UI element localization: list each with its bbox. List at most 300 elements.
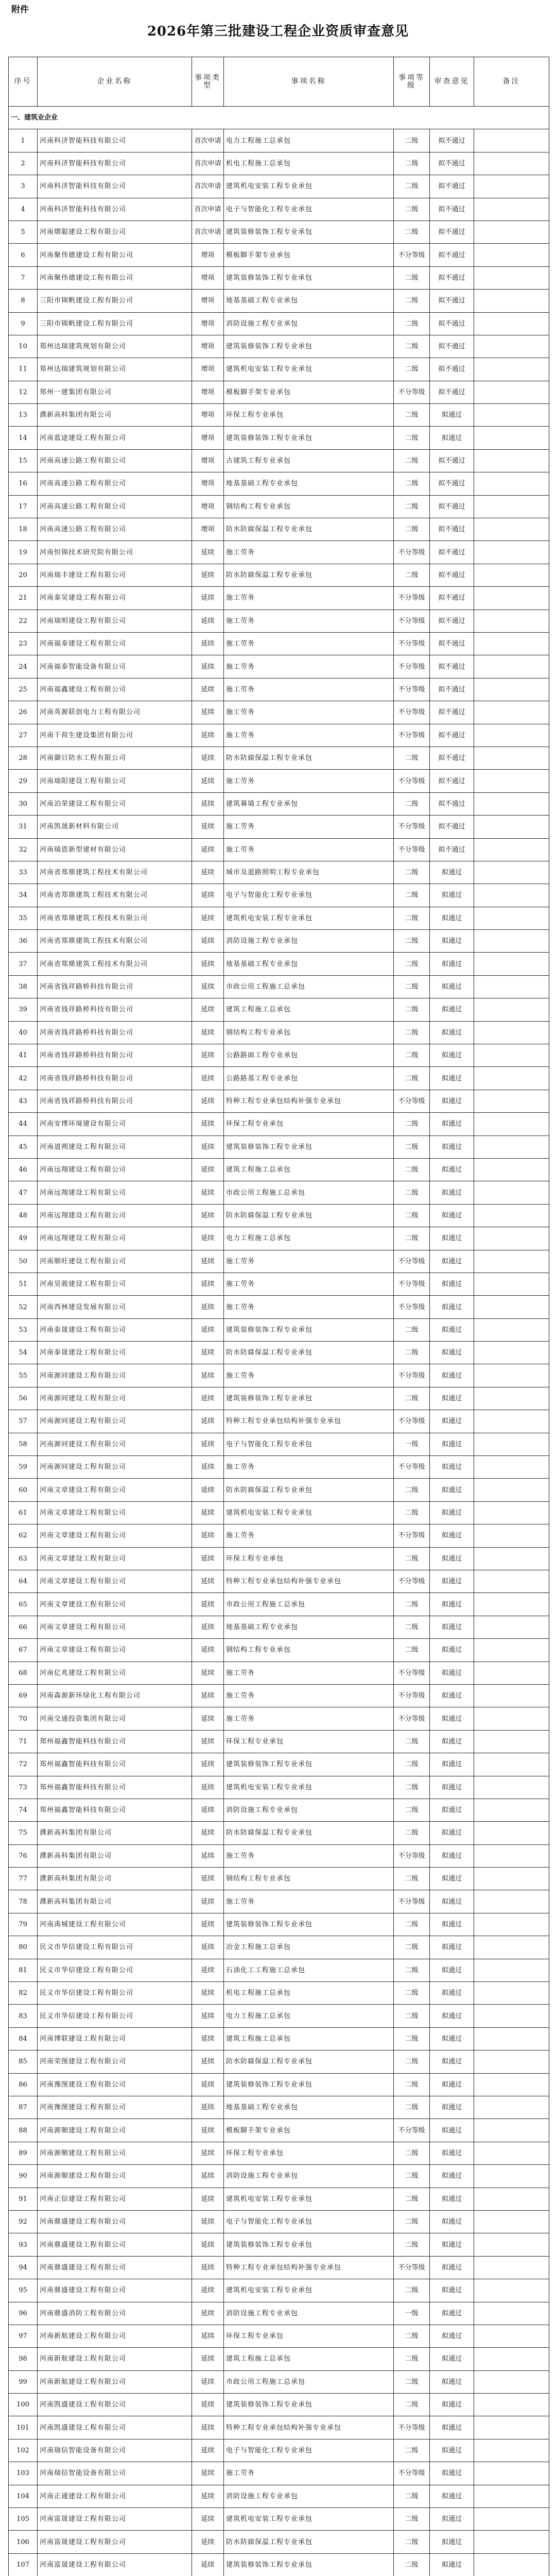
item-name: 施工劳务 [224, 609, 394, 632]
item-type: 延续 [192, 1913, 224, 1936]
table-row [9, 1113, 549, 1136]
company-name: 河南荣图建设工程有限公司 [38, 2050, 192, 2073]
item-type: 延续 [192, 2119, 224, 2142]
company-name: 河南千荷生建设集团有限公司 [38, 724, 192, 747]
row-number: 27 [9, 724, 38, 747]
item-level: 二级 [394, 152, 430, 175]
item-level: 二级 [394, 1158, 430, 1181]
row-number: 94 [9, 2256, 38, 2279]
item-level: 二级 [394, 1982, 430, 2005]
item-name: 施工劳务 [224, 587, 394, 609]
company-name: 河南文章建设工程有限公司 [38, 1547, 192, 1570]
item-type: 延续 [192, 1342, 224, 1364]
row-number: 70 [9, 1707, 38, 1730]
table-row [9, 472, 549, 495]
remark-cell [474, 678, 549, 701]
review-opinion: 拟通过 [430, 1136, 474, 1158]
table-row [9, 1639, 549, 1662]
table-row [9, 907, 549, 929]
item-name: 地基基础工程专业承包 [224, 953, 394, 975]
company-name: 民义市华信建设工程有限公司 [38, 2005, 192, 2027]
company-name: 河南文章建设工程有限公司 [38, 1639, 192, 1662]
item-level: 二级 [394, 1501, 430, 1524]
item-name: 电子与智能化工程专业承包 [224, 884, 394, 907]
row-number: 101 [9, 2416, 38, 2439]
table-row [9, 930, 549, 953]
company-name: 河南蓝途建设工程有限公司 [38, 427, 192, 449]
item-type: 增项 [192, 266, 224, 289]
table-row [9, 884, 549, 907]
table-row [9, 1479, 549, 1501]
row-number: 46 [9, 1158, 38, 1181]
table-row [9, 427, 549, 449]
remark-cell [474, 2485, 549, 2507]
item-level: 不分等级 [394, 1662, 430, 1684]
row-number: 13 [9, 404, 38, 427]
company-name: 河南源同建设工程有限公司 [38, 1410, 192, 1433]
row-number: 11 [9, 358, 38, 381]
table-row [9, 701, 549, 724]
item-type: 延续 [192, 1868, 224, 1890]
row-number: 93 [9, 2233, 38, 2256]
table-row [9, 1067, 549, 1090]
remark-cell [474, 1342, 549, 1364]
row-number: 20 [9, 564, 38, 586]
table-row [9, 2325, 549, 2347]
row-number: 18 [9, 518, 38, 541]
table-row [9, 1913, 549, 1936]
item-name: 模板脚手架专业承包 [224, 381, 394, 403]
item-level: 二级 [394, 2005, 430, 2027]
item-type: 延续 [192, 930, 224, 953]
item-level: 不分等级 [394, 1250, 430, 1273]
item-type: 延续 [192, 2370, 224, 2393]
page-title: 2026年第三批建设工程企业资质审查意见 [147, 24, 409, 39]
review-opinion: 拟不通过 [430, 495, 474, 518]
table-row [9, 2188, 549, 2210]
item-level: 二级 [394, 198, 430, 221]
review-opinion: 拟通过 [430, 2188, 474, 2210]
review-opinion: 拟通过 [430, 1296, 474, 1318]
row-number: 71 [9, 1730, 38, 1753]
remark-cell [474, 1318, 549, 1341]
item-type: 延续 [192, 1158, 224, 1181]
item-type: 延续 [192, 1113, 224, 1136]
item-level: 不分等级 [394, 1296, 430, 1318]
company-name: 河南富晟建设工程有限公司 [38, 2553, 192, 2576]
item-type: 增项 [192, 518, 224, 541]
item-type: 延续 [192, 2027, 224, 2050]
remark-cell [474, 290, 549, 312]
item-level: 不分等级 [394, 244, 430, 266]
item-level: 二级 [394, 861, 430, 884]
company-name: 濮新高科集团有限公司 [38, 404, 192, 427]
item-level: 不分等级 [394, 1410, 430, 1433]
item-name: 市政公用工程施工总承包 [224, 975, 394, 998]
item-name: 电子与智能化工程专业承包 [224, 1433, 394, 1455]
remark-cell [474, 701, 549, 724]
item-name: 城市及道路照明工程专业承包 [224, 861, 394, 884]
review-opinion: 拟不通过 [430, 358, 474, 381]
item-level: 二级 [394, 2508, 430, 2531]
item-level: 二级 [394, 1936, 430, 1959]
item-type: 延续 [192, 1387, 224, 1410]
company-name: 民义市华信建设工程有限公司 [38, 1982, 192, 2005]
item-type: 延续 [192, 2348, 224, 2370]
item-type: 延续 [192, 816, 224, 838]
review-opinion: 拟不通过 [430, 335, 474, 358]
table-row [9, 1364, 549, 1387]
item-name: 防水防腐保温工程专业承包 [224, 564, 394, 586]
item-type: 延续 [192, 1982, 224, 2005]
review-opinion: 拟通过 [430, 1433, 474, 1455]
row-number: 79 [9, 1913, 38, 1936]
item-type: 增项 [192, 472, 224, 495]
review-opinion: 拟通过 [430, 2485, 474, 2507]
remark-cell [474, 1913, 549, 1936]
remark-cell [474, 2188, 549, 2210]
item-name: 电力工程施工总承包 [224, 129, 394, 152]
row-number: 14 [9, 427, 38, 449]
item-level: 不分等级 [394, 1684, 430, 1707]
row-number: 91 [9, 2188, 38, 2210]
row-number: 28 [9, 747, 38, 769]
company-name: 河南文章建设工程有限公司 [38, 1479, 192, 1501]
remark-cell [474, 587, 549, 609]
remark-cell [474, 1273, 549, 1295]
company-name: 河南源同建设工程有限公司 [38, 1433, 192, 1455]
review-opinion: 拟不通过 [430, 655, 474, 678]
row-number: 17 [9, 495, 38, 518]
remark-cell [474, 1479, 549, 1501]
item-type: 延续 [192, 1890, 224, 1913]
table-row [9, 2462, 549, 2485]
item-level: 二级 [394, 518, 430, 541]
item-type: 延续 [192, 1021, 224, 1044]
col-header-level: 事项等级 [394, 57, 430, 107]
company-name: 河南英源联创电力工程有限公司 [38, 701, 192, 724]
item-name: 环保工程专业承包 [224, 1113, 394, 1136]
item-type: 延续 [192, 1296, 224, 1318]
row-number: 83 [9, 2005, 38, 2027]
review-opinion: 拟通过 [430, 998, 474, 1021]
item-level: 二级 [394, 2073, 430, 2096]
item-name: 建筑机电安装工程专业承包 [224, 2279, 394, 2302]
item-type: 延续 [192, 2416, 224, 2439]
item-name: 施工劳务 [224, 678, 394, 701]
item-type: 延续 [192, 564, 224, 586]
item-name: 建筑装修装饰工程专业承包 [224, 1318, 394, 1341]
row-number: 42 [9, 1067, 38, 1090]
item-name: 电子与智能化工程专业承包 [224, 2210, 394, 2233]
review-opinion: 拟通过 [430, 2005, 474, 2027]
remark-cell [474, 953, 549, 975]
remark-cell [474, 1524, 549, 1547]
item-level: 二级 [394, 2188, 430, 2210]
remark-cell [474, 2348, 549, 2370]
item-type: 首次申请 [192, 221, 224, 243]
remark-cell [474, 1936, 549, 1959]
company-name: 河南聚伟德建设工程有限公司 [38, 244, 192, 266]
item-type: 延续 [192, 2233, 224, 2256]
table-row [9, 2531, 549, 2553]
row-number: 84 [9, 2027, 38, 2050]
item-level: 不分等级 [394, 1890, 430, 1913]
item-name: 特种工程专业承包结构补强专业承包 [224, 2416, 394, 2439]
review-opinion: 拟通过 [430, 2142, 474, 2164]
item-type: 延续 [192, 2050, 224, 2073]
row-number: 89 [9, 2142, 38, 2164]
row-number: 99 [9, 2370, 38, 2393]
item-type: 延续 [192, 1799, 224, 1821]
table-row [9, 518, 549, 541]
item-type: 延续 [192, 1227, 224, 1250]
company-name: 河南新航建设工程有限公司 [38, 2325, 192, 2347]
item-name: 环保工程专业承包 [224, 2142, 394, 2164]
table-row [9, 2508, 549, 2531]
table-row [9, 266, 549, 289]
item-name: 施工劳务 [224, 1707, 394, 1730]
company-name: 河南道朔建设工程有限公司 [38, 1136, 192, 1158]
table-row [9, 449, 549, 472]
item-level: 二级 [394, 2348, 430, 2370]
review-opinion: 拟通过 [430, 1318, 474, 1341]
row-number: 3 [9, 175, 38, 198]
item-type: 延续 [192, 2210, 224, 2233]
remark-cell [474, 632, 549, 655]
row-number: 4 [9, 198, 38, 221]
row-number: 95 [9, 2279, 38, 2302]
remark-cell [474, 129, 549, 152]
company-name: 濮新高科集团有限公司 [38, 1822, 192, 1844]
company-name: 河南瑞信智能设备有限公司 [38, 2462, 192, 2485]
item-level: 二级 [394, 1021, 430, 1044]
company-name: 河南文章建设工程有限公司 [38, 1524, 192, 1547]
row-number: 55 [9, 1364, 38, 1387]
review-opinion: 拟通过 [430, 2027, 474, 2050]
row-number: 49 [9, 1227, 38, 1250]
item-level: 二级 [394, 2439, 430, 2462]
item-type: 增项 [192, 381, 224, 403]
table-row [9, 861, 549, 884]
remark-cell [474, 1890, 549, 1913]
remark-cell [474, 449, 549, 472]
table-row [9, 175, 549, 198]
review-opinion: 拟通过 [430, 1753, 474, 1776]
remark-cell [474, 2210, 549, 2233]
row-number: 19 [9, 541, 38, 564]
company-name: 河南省郑鼎建筑工程技术有限公司 [38, 884, 192, 907]
review-opinion: 拟通过 [430, 1639, 474, 1662]
review-opinion: 拟通过 [430, 884, 474, 907]
remark-cell [474, 1593, 549, 1616]
row-number: 21 [9, 587, 38, 609]
company-name: 河南富晟建设工程有限公司 [38, 2508, 192, 2531]
row-number: 35 [9, 907, 38, 929]
item-level: 一级 [394, 2302, 430, 2325]
item-name: 石油化工工程施工总承包 [224, 1959, 394, 1981]
item-level: 二级 [394, 1616, 430, 1638]
table-row [9, 198, 549, 221]
item-type: 延续 [192, 747, 224, 769]
table-row [9, 1890, 549, 1913]
item-name: 施工劳务 [224, 1844, 394, 1867]
item-name: 防水防腐保温工程专业承包 [224, 2050, 394, 2073]
item-level: 二级 [394, 290, 430, 312]
table-row [9, 1616, 549, 1638]
item-type: 延续 [192, 2462, 224, 2485]
item-type: 延续 [192, 1844, 224, 1867]
company-name: 河南御日防水工程有限公司 [38, 747, 192, 769]
review-opinion: 拟通过 [430, 1547, 474, 1570]
row-number: 90 [9, 2165, 38, 2188]
review-opinion: 拟不通过 [430, 175, 474, 198]
item-level: 二级 [394, 2165, 430, 2188]
row-number: 87 [9, 2096, 38, 2119]
item-type: 延续 [192, 2165, 224, 2188]
row-number: 107 [9, 2553, 38, 2576]
item-type: 延续 [192, 1616, 224, 1638]
review-opinion: 拟通过 [430, 1890, 474, 1913]
item-type: 延续 [192, 655, 224, 678]
row-number: 5 [9, 221, 38, 243]
company-name: 河南亿兆建设工程有限公司 [38, 1662, 192, 1684]
item-name: 建筑机电安装工程专业承包 [224, 1776, 394, 1799]
item-name: 冶金工程施工总承包 [224, 1936, 394, 1959]
review-opinion: 拟通过 [430, 404, 474, 427]
table-row [9, 1753, 549, 1776]
remark-cell [474, 975, 549, 998]
table-row [9, 1684, 549, 1707]
item-name: 建筑工程施工总承包 [224, 998, 394, 1021]
item-name: 特种工程专业承包结构补强专业承包 [224, 2256, 394, 2279]
review-opinion: 拟通过 [430, 1982, 474, 2005]
item-level: 不分等级 [394, 724, 430, 747]
remark-cell [474, 2073, 549, 2096]
review-opinion: 拟通过 [430, 1456, 474, 1479]
item-name: 建筑装修装饰工程专业承包 [224, 1913, 394, 1936]
row-number: 33 [9, 861, 38, 884]
review-opinion: 拟不通过 [430, 792, 474, 815]
item-level: 二级 [394, 1913, 430, 1936]
item-type: 延续 [192, 541, 224, 564]
remark-cell [474, 1662, 549, 1684]
row-number: 12 [9, 381, 38, 403]
review-opinion: 拟不通过 [430, 472, 474, 495]
row-number: 7 [9, 266, 38, 289]
company-name: 河南省钱祥路桥科技有限公司 [38, 1021, 192, 1044]
row-number: 64 [9, 1570, 38, 1593]
item-level: 二级 [394, 1639, 430, 1662]
col-header-remark: 备注 [474, 57, 549, 107]
review-opinion: 拟通过 [430, 1410, 474, 1433]
table-row [9, 2119, 549, 2142]
item-type: 延续 [192, 1524, 224, 1547]
item-level: 二级 [394, 1822, 430, 1844]
company-name: 河南富晟建设工程有限公司 [38, 2531, 192, 2553]
review-opinion: 拟通过 [430, 1364, 474, 1387]
item-name: 防水防腐保温工程专业承包 [224, 747, 394, 769]
remark-cell [474, 381, 549, 403]
table-row [9, 1318, 549, 1341]
item-name: 消防设施工程专业承包 [224, 2165, 394, 2188]
item-type: 增项 [192, 404, 224, 427]
item-name: 施工劳务 [224, 770, 394, 792]
item-type: 增项 [192, 244, 224, 266]
review-opinion: 拟通过 [430, 975, 474, 998]
table-row [9, 1227, 549, 1250]
row-number: 58 [9, 1433, 38, 1455]
item-level: 二级 [394, 2279, 430, 2302]
review-opinion: 拟通过 [430, 1227, 474, 1250]
review-opinion: 拟通过 [430, 2553, 474, 2576]
table-row [9, 2394, 549, 2416]
item-level: 二级 [394, 1868, 430, 1890]
remark-cell [474, 2416, 549, 2439]
item-type: 延续 [192, 1776, 224, 1799]
row-number: 8 [9, 290, 38, 312]
review-opinion: 拟通过 [430, 2119, 474, 2142]
review-opinion: 拟通过 [430, 2233, 474, 2256]
table-row [9, 1501, 549, 1524]
review-opinion: 拟通过 [430, 1479, 474, 1501]
item-level: 二级 [394, 427, 430, 449]
item-level: 二级 [394, 312, 430, 335]
row-number: 103 [9, 2462, 38, 2485]
item-name: 古建筑工程专业承包 [224, 449, 394, 472]
company-name: 河南新航建设工程有限公司 [38, 2370, 192, 2393]
item-name: 施工劳务 [224, 2462, 394, 2485]
table-row [9, 1136, 549, 1158]
review-opinion: 拟不通过 [430, 129, 474, 152]
item-name: 施工劳务 [224, 1662, 394, 1684]
review-opinion: 拟通过 [430, 2096, 474, 2119]
review-opinion: 拟不通过 [430, 541, 474, 564]
review-opinion: 拟通过 [430, 1113, 474, 1136]
remark-cell [474, 747, 549, 769]
review-opinion: 拟通过 [430, 2210, 474, 2233]
company-name: 民义市华信建设工程有限公司 [38, 1936, 192, 1959]
item-name: 消防设施工程专业承包 [224, 930, 394, 953]
item-name: 施工劳务 [224, 724, 394, 747]
item-level: 二级 [394, 495, 430, 518]
table-row [9, 2005, 549, 2027]
item-type: 延续 [192, 1662, 224, 1684]
table-row [9, 1662, 549, 1684]
review-opinion: 拟通过 [430, 2302, 474, 2325]
item-name: 施工劳务 [224, 1456, 394, 1479]
item-name: 环保工程专业承包 [224, 1547, 394, 1570]
company-name: 河南瑞明建设工程有限公司 [38, 609, 192, 632]
item-level: 二级 [394, 2096, 430, 2119]
row-number: 63 [9, 1547, 38, 1570]
row-number: 73 [9, 1776, 38, 1799]
item-name: 建筑装修装饰工程专业承包 [224, 427, 394, 449]
row-number: 26 [9, 701, 38, 724]
table-row [9, 1181, 549, 1204]
row-number: 75 [9, 1822, 38, 1844]
remark-cell [474, 1204, 549, 1227]
item-type: 延续 [192, 1318, 224, 1341]
item-name: 消防设施工程专业承包 [224, 2485, 394, 2507]
item-type: 延续 [192, 1456, 224, 1479]
review-opinion: 拟通过 [430, 1799, 474, 1821]
remark-cell [474, 1364, 549, 1387]
table-row [9, 1868, 549, 1890]
item-name: 防水防腐保温工程专业承包 [224, 1342, 394, 1364]
table-row [9, 495, 549, 518]
table-row [9, 1158, 549, 1181]
